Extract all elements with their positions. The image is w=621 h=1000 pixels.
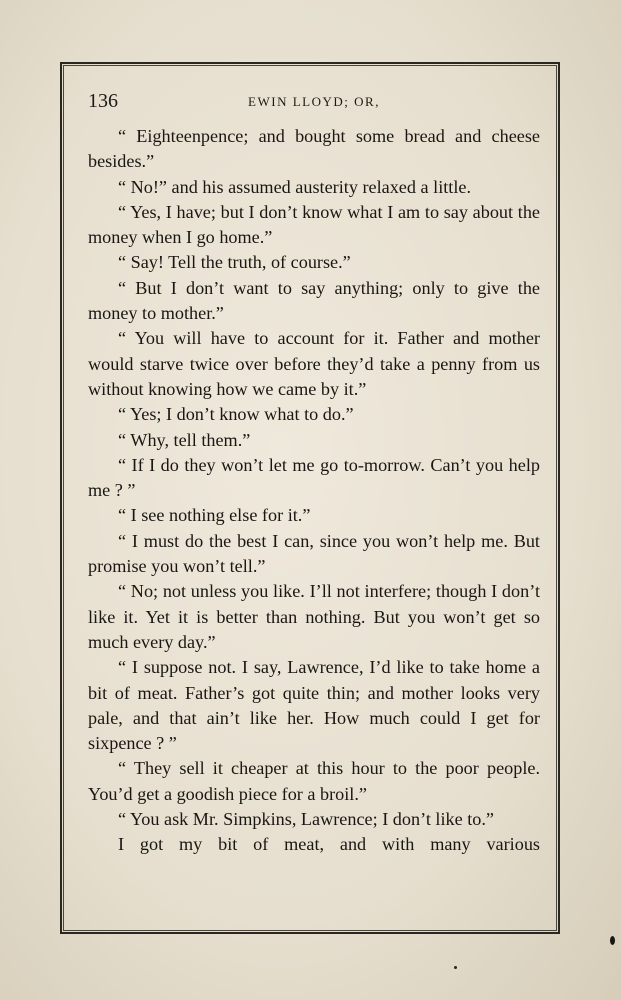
paragraph: “ You ask Mr. Simpkins, Lawrence; I don’t like to.”: [118, 809, 495, 830]
paragraph: “ Why, tell them.”: [118, 429, 251, 450]
paragraph: “ No; not unless you like. I’ll not interfere; though I don’t like it. Yet it is better than nothing. But you won’t get so much every day.”: [88, 581, 540, 652]
running-head: EWIN LLOYD; OR,: [248, 94, 380, 109]
paragraph: “ I see nothing else for it.”: [118, 505, 311, 526]
paragraph: “ They sell it cheaper at this hour to the poor people. You’d get a goodish piece for a broil.”: [88, 758, 540, 804]
paragraph: “ Yes, I have; but I don’t know what I am to say about the money when I go home.”: [88, 201, 540, 248]
paragraph: “ You will have to account for it. Father and mother would starve twice over before they’d take a penny from us without knowing how we came by it.”: [88, 328, 540, 399]
page-header: [88, 90, 540, 114]
paragraph: “ But I don’t want to say anything; only to give the money to mother.”: [88, 277, 540, 324]
paragraph: “ No!” and his assumed austerity relaxed a little.: [118, 176, 472, 197]
body-text: [88, 124, 540, 858]
page-number: 136: [88, 90, 118, 112]
paragraph: “ If I do they won’t let me go to-morrow. Can’t you help me ? ”: [88, 454, 540, 501]
paragraph: “ I must do the best I can, since you won’t help me. But promise you won’t tell.”: [88, 530, 540, 577]
paragraph: “ Eighteenpence; and bought some bread and cheese besides.”: [88, 126, 540, 172]
ink-spot: [610, 936, 615, 945]
paragraph: “ I suppose not. I say, Lawrence, I’d like to take home a bit of meat. Father’s got quite thin; and mother looks very pale, and that ain’t like her. How much could I get for sixpence ? ”: [88, 657, 540, 754]
paragraph: “ Yes; I don’t know what to do.”: [118, 404, 354, 425]
ink-spot: [454, 966, 457, 969]
paragraph: “ Say! Tell the truth, of course.”: [118, 252, 351, 273]
paragraph: I got my bit of meat, and with many various: [118, 834, 540, 855]
